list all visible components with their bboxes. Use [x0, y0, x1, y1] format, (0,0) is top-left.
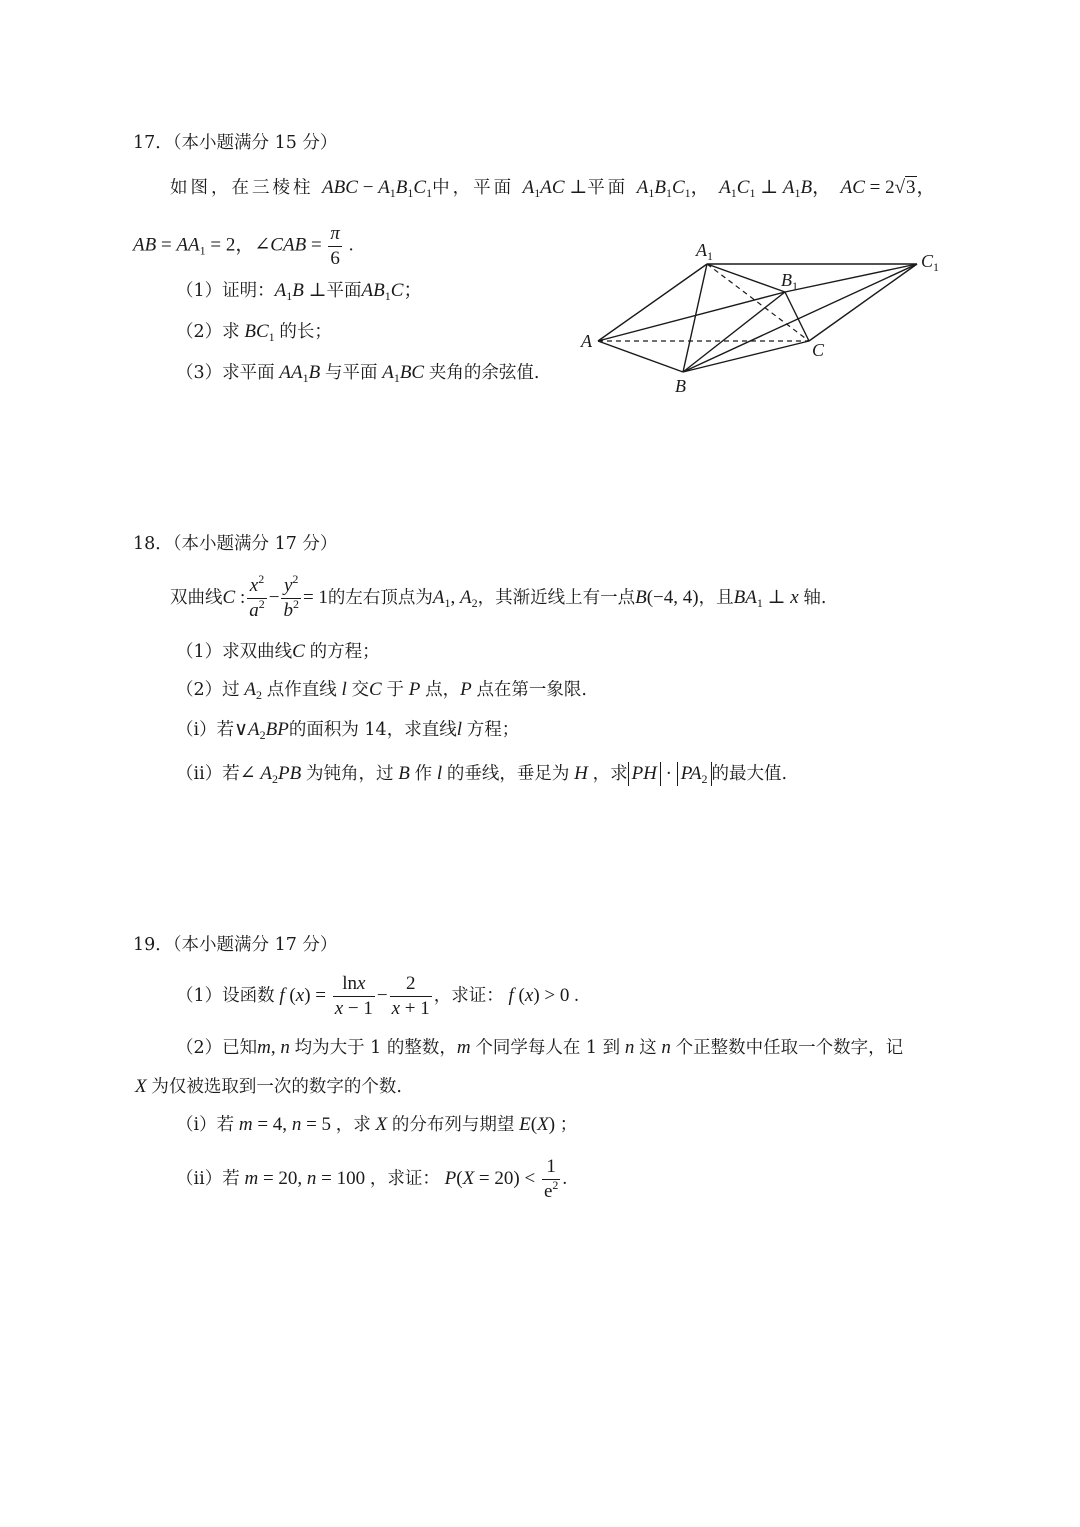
- label-A1: $A_1$: [696, 240, 713, 263]
- q17-intro-line1: [170, 178, 936, 198]
- q18-heading: [133, 536, 337, 554]
- frac-2-x1: $\frac{2}{x + 1}$: [391, 973, 430, 1019]
- angle-symbol: ∠: [254, 234, 271, 256]
- q19-part1-b: ，求证：: [433, 985, 504, 1006]
- q18-part2-d: 于: [386, 680, 404, 700]
- q17-plane1: $A_1AC$ ⊥: [522, 177, 588, 200]
- q18-part1: （1）求双曲线C 的方程；: [176, 641, 380, 662]
- q17-number: 17．: [133, 133, 173, 153]
- q19-part2-b: 均为大于 1 的整数，: [294, 1038, 457, 1058]
- q19-number: 19．: [133, 935, 173, 955]
- q18-part2-ii: （ii）若∠ $A_2PB$ 为钝角，过 B 作 l 的垂线，垂足为 H ，求 PH · $PA_2$ 的最大值.: [176, 763, 788, 786]
- q19-part1: （1）设函数 f (x) = $\frac{\ln x}{x - 1}$ − $\frac{2}{x + 1}$ ，求证： f (x) > 0 .: [176, 973, 579, 1019]
- q19-part2-line1: （2）已知m, n 均为大于 1 的整数，m 个同学每人在 1 到 n 这 n 个正整数中任取一个数字，记: [176, 1037, 904, 1058]
- q18-part2i-c: 方程；: [466, 720, 520, 740]
- q17-prism-expr: ABC − $A_1B_1C_1$: [322, 177, 433, 200]
- edge-A-B: [598, 341, 683, 372]
- q18-part2ii-e: ，求: [592, 764, 628, 784]
- q17-intro-line2: AB = $AA_1 = 2$，∠CAB = $\frac{\pi}{6}$ .: [133, 223, 354, 269]
- label-B1: $B_1$: [781, 270, 798, 293]
- q18-part2i-b: 的面积为 14，求直线: [288, 720, 457, 740]
- q17-part2-suffix: 的长；: [279, 322, 332, 342]
- q18-part1-suffix: 的方程；: [309, 642, 380, 662]
- q18-part2-b: 点作直线: [266, 680, 337, 700]
- q19-part2i-a: （i）若: [176, 1115, 235, 1135]
- q18-intro-d: 轴.: [803, 587, 827, 608]
- q17-part3: （3）求平面 $AA_1B$ 与平面 $A_1BC$ 夹角的余弦值.: [176, 362, 540, 385]
- q18-part2-f: 点在第一象限.: [476, 680, 587, 700]
- q19-part2i-d: ；: [559, 1115, 578, 1135]
- q17-heading: [133, 135, 337, 153]
- q19-part2i-b: ，求: [335, 1115, 371, 1135]
- q19-part2ii-b: ，求证：: [369, 1168, 440, 1189]
- q17-part3-suffix: 夹角的余弦值.: [428, 363, 540, 383]
- edge-B-C1: [683, 264, 917, 372]
- q17-plane2: $A_1B_1C_1$， $A_1C_1$ ⊥ $A_1B$， AC = 2√3，: [636, 177, 936, 200]
- q18-part2ii-b: 为钝角，过: [305, 764, 394, 784]
- pi-over-6: $\frac{\pi}{6}$: [330, 223, 340, 269]
- q19-part2ii-a: （ii）若: [176, 1168, 240, 1189]
- q17-part1: （1）证明：$A_1B$ ⊥平面$AB_1C$；: [176, 280, 423, 303]
- q19-part2-line2-text: 为仅被选取到一次的数字的个数.: [151, 1077, 402, 1097]
- q17-part3-mid: 与平面: [324, 363, 378, 383]
- q18-part2i-a: （i）若: [176, 720, 235, 740]
- label-C: C: [812, 340, 825, 360]
- edge-A1-B1: [707, 264, 785, 292]
- q19-part2-ii: （ii）若 m = 20, n = 100 ，求证： P(X = 20) < $\frac{1}{e^2}$ .: [176, 1156, 568, 1202]
- q18-part2: （2）过 $A_2$ 点作直线 l 交C 于 P 点，P 点在第一象限.: [176, 679, 587, 702]
- q19-part2-a: （2）已知: [176, 1038, 258, 1058]
- q19-part2i-c: 的分布列与期望: [391, 1115, 515, 1135]
- q18-part2-c: 交: [351, 680, 370, 700]
- q18-score: （本小题满分 17 分）: [172, 534, 338, 554]
- prism-figure: [570, 235, 950, 400]
- q18-intro: 双曲线C : $\frac{x^2}{a^2}$ − $\frac{y^2}{b^2}$ = 1的左右顶点为$A_1$, $A_2$，其渐近线上有一点B(−4, 4)，且$BA_1$ ⊥ x 轴.: [170, 572, 827, 621]
- q18-part2ii-c: 作: [414, 764, 433, 784]
- q17-part2-label: （2）求: [176, 322, 240, 342]
- q17-intro-text2: 中，平面: [432, 178, 515, 198]
- q19-part2-c: 个同学每人在 1 到: [475, 1038, 621, 1058]
- frac-lnx: $\frac{\ln x}{x - 1}$: [334, 973, 373, 1019]
- q17-part1-label: （1）证明：: [176, 281, 275, 301]
- frac-1-e2: $\frac{1}{e^2}$: [543, 1156, 559, 1202]
- q17-intro-text: 如图，在三棱柱: [170, 178, 314, 198]
- q18-intro-prefix: 双曲线: [170, 587, 223, 608]
- q18-intro-a: 的左右顶点为: [327, 587, 433, 608]
- label-B: B: [675, 376, 686, 396]
- q19-part2-e: 个正整数中任取一个数字，记: [675, 1038, 904, 1058]
- frac-y2-b2: $\frac{y^2}{b^2}$: [283, 572, 299, 621]
- q18-intro-c: ，且: [698, 587, 734, 608]
- q17-intro-text3: 平面: [587, 178, 629, 198]
- q19-part2-i: （i）若 m = 4, n = 5 ，求 X 的分布列与期望 E(X) ；: [176, 1114, 578, 1135]
- q17-part3-label: （3）求平面: [176, 363, 275, 383]
- q18-part2-e: 点，: [425, 680, 461, 700]
- label-A: A: [581, 331, 592, 351]
- q17-part1-text: 平面: [326, 281, 362, 301]
- edge-B1-C: [785, 292, 809, 341]
- q17-score: （本小题满分 15 分）: [172, 133, 338, 153]
- q18-part2-a: （2）过: [176, 680, 240, 700]
- q18-part2-i: （i）若$\vee A_2BP$的面积为 14，求直线l 方程；: [176, 719, 520, 742]
- q19-part2-line2: X 为仅被选取到一次的数字的个数.: [135, 1076, 402, 1097]
- frac-x2-a2: $\frac{x^2}{a^2}$: [249, 572, 265, 621]
- q18-number: 18．: [133, 534, 173, 554]
- q18-intro-b: ，其渐近线上有一点: [477, 587, 636, 608]
- q19-score: （本小题满分 17 分）: [172, 935, 338, 955]
- q19-heading: [133, 937, 337, 955]
- q18-part1-text: （1）求双曲线: [176, 642, 293, 662]
- label-C1: $C_1$: [921, 251, 940, 274]
- edge-A1-C-hidden: [707, 264, 809, 341]
- q19-part2-d: 这: [639, 1038, 657, 1058]
- q19-part1-a: （1）设函数: [176, 985, 275, 1006]
- q18-part2ii-f: 的最大值.: [711, 764, 788, 784]
- q18-part2ii-d: 的垂线，垂足为: [446, 764, 570, 784]
- edge-A-A1: [598, 264, 707, 341]
- q18-part2ii-a: （ii）若: [176, 764, 240, 784]
- q17-part2: （2）求 $BC_1$ 的长；: [176, 321, 332, 344]
